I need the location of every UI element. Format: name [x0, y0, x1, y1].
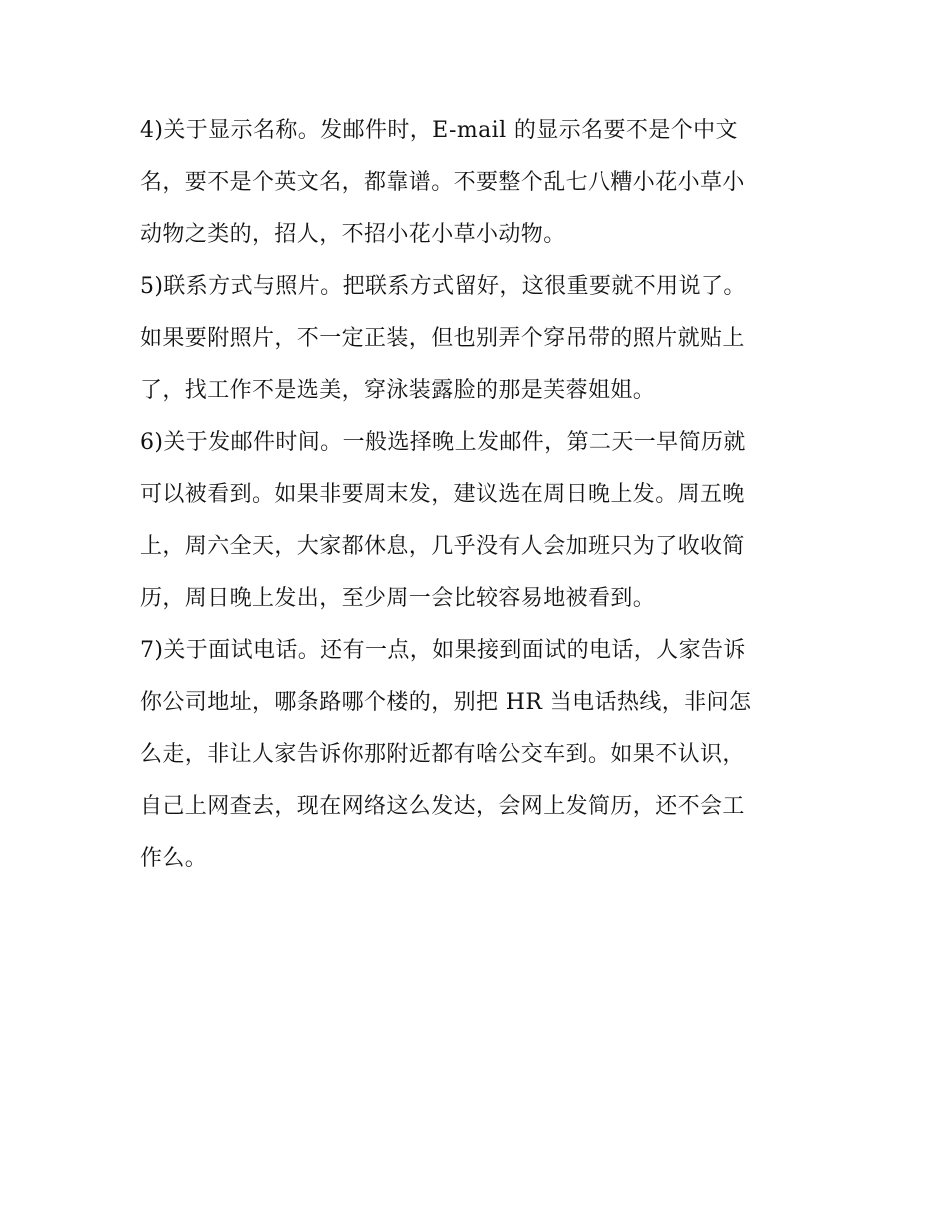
text-line: 上，周六全天，大家都休息，几乎没有人会加班只为了收收简 [140, 534, 745, 559]
text-line: 名，要不是个英文名，都靠谱。不要整个乱七八糟小花小草小 [140, 170, 745, 195]
text-line: 可以被看到。如果非要周末发，建议选在周日晚上发。周五晚 [140, 482, 745, 507]
text-line: 自己上网查去，现在网络这么发达，会网上发简历，还不会工 [140, 794, 745, 819]
text-line: 动物之类的，招人，不招小花小草小动物。 [140, 222, 566, 247]
text-line: 作么。 [140, 846, 208, 871]
document-body [140, 105, 812, 885]
text-line: 了，找工作不是选美，穿泳装露脸的那是芙蓉姐姐。 [140, 378, 656, 403]
text-line: 历，周日晚上发出，至少周一会比较容易地被看到。 [140, 586, 656, 611]
text-line: 4)关于显示名称。发邮件时，E-mail 的显示名要不是个中文 [140, 118, 738, 143]
text-line: 7)关于面试电话。还有一点，如果接到面试的电话，人家告诉 [140, 638, 746, 663]
text-line: 么走，非让人家告诉你那附近都有啥公交车到。如果不认识， [140, 742, 745, 767]
text-line: 5)联系方式与照片。把联系方式留好，这很重要就不用说了。 [140, 274, 746, 299]
text-line: 你公司地址，哪条路哪个楼的，别把 HR 当电话热线，非问怎 [140, 690, 752, 715]
text-line: 如果要附照片，不一定正装，但也别弄个穿吊带的照片就贴上 [140, 326, 745, 351]
text-line: 6)关于发邮件时间。一般选择晚上发邮件，第二天一早简历就 [140, 430, 746, 455]
